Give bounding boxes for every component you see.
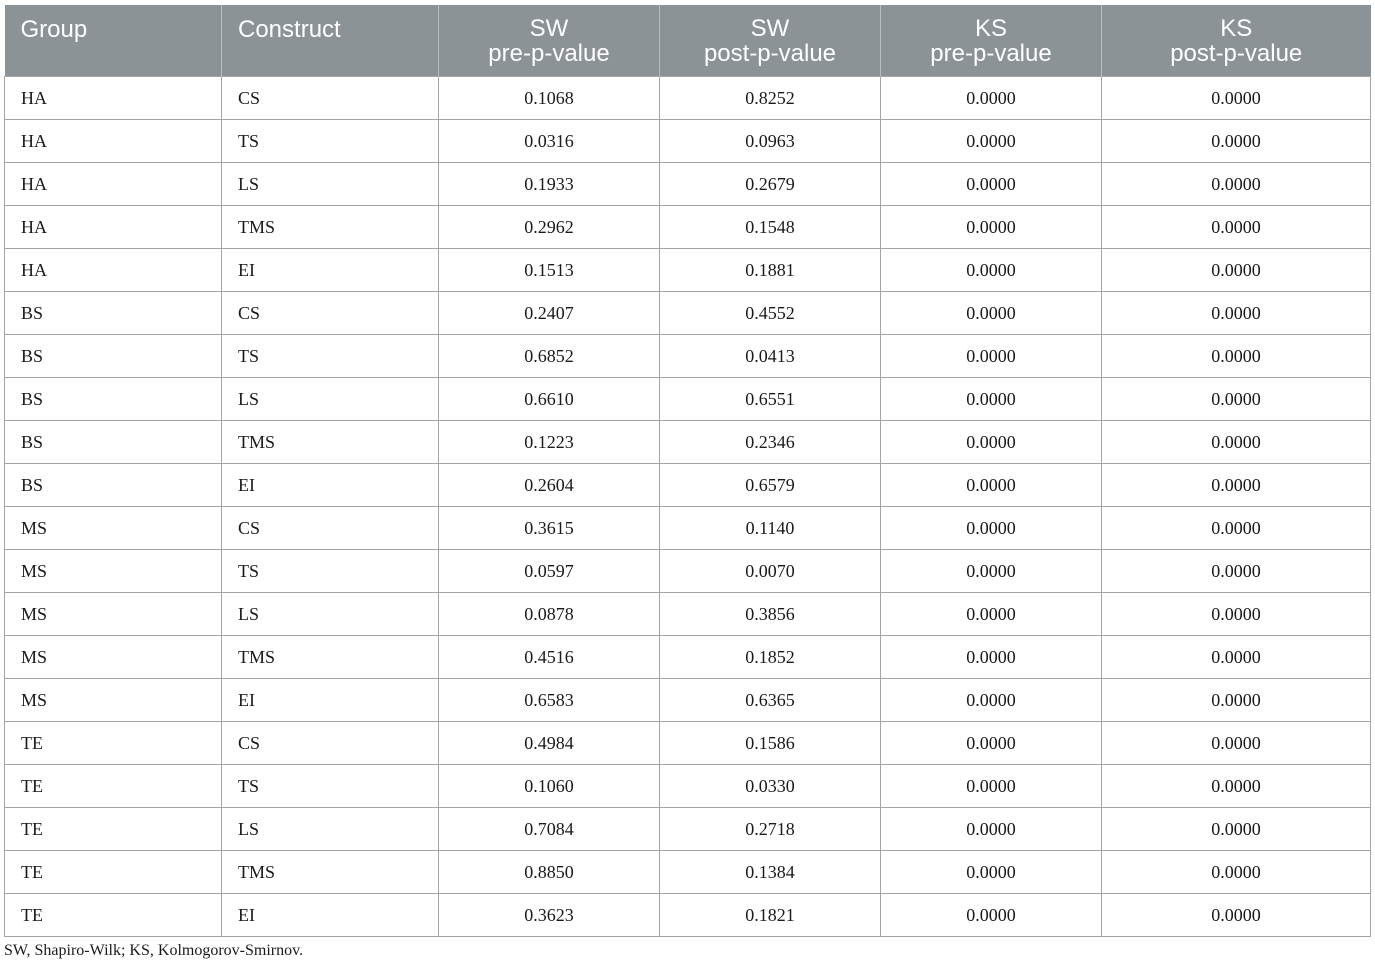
cell-group: TE: [5, 722, 222, 765]
cell-ks-pre: 0.0000: [881, 421, 1102, 464]
cell-sw-post: 0.6579: [660, 464, 881, 507]
cell-ks-post: 0.0000: [1102, 421, 1371, 464]
cell-group: TE: [5, 894, 222, 937]
header-ks-pre-line2: pre-p-value: [930, 39, 1052, 67]
cell-sw-post: 0.8252: [660, 77, 881, 120]
cell-sw-pre: 0.7084: [439, 808, 660, 851]
header-ks-post-line1: KS: [1220, 14, 1253, 42]
header-group: [5, 5, 222, 77]
cell-ks-pre: 0.0000: [881, 507, 1102, 550]
cell-ks-post: 0.0000: [1102, 851, 1371, 894]
cell-ks-pre: 0.0000: [881, 335, 1102, 378]
table-row: [5, 765, 1371, 808]
cell-sw-pre: 0.4984: [439, 722, 660, 765]
cell-ks-post: 0.0000: [1102, 120, 1371, 163]
cell-sw-pre: 0.3615: [439, 507, 660, 550]
cell-group: MS: [5, 550, 222, 593]
cell-construct: LS: [222, 163, 439, 206]
cell-sw-pre: 0.0597: [439, 550, 660, 593]
cell-ks-pre: 0.0000: [881, 378, 1102, 421]
cell-sw-post: 0.2679: [660, 163, 881, 206]
cell-ks-pre: 0.0000: [881, 163, 1102, 206]
table-row: [5, 464, 1371, 507]
table-row: [5, 120, 1371, 163]
cell-sw-post: 0.0963: [660, 120, 881, 163]
cell-group: BS: [5, 292, 222, 335]
cell-ks-post: 0.0000: [1102, 679, 1371, 722]
cell-ks-pre: 0.0000: [881, 292, 1102, 335]
table-row: [5, 249, 1371, 292]
table-row: [5, 636, 1371, 679]
cell-group: HA: [5, 120, 222, 163]
cell-ks-pre: 0.0000: [881, 120, 1102, 163]
table-footnote: SW, Shapiro-Wilk; KS, Kolmogorov-Smirnov.: [4, 942, 304, 959]
table-row: [5, 851, 1371, 894]
cell-sw-pre: 0.8850: [439, 851, 660, 894]
cell-group: MS: [5, 593, 222, 636]
cell-group: HA: [5, 163, 222, 206]
cell-sw-pre: 0.0316: [439, 120, 660, 163]
table-row: [5, 679, 1371, 722]
table-row: [5, 421, 1371, 464]
cell-sw-pre: 0.3623: [439, 894, 660, 937]
header-sw-pre-line2: pre-p-value: [488, 39, 610, 67]
cell-sw-pre: 0.2604: [439, 464, 660, 507]
cell-group: BS: [5, 421, 222, 464]
cell-ks-post: 0.0000: [1102, 765, 1371, 808]
cell-sw-post: 0.1384: [660, 851, 881, 894]
cell-ks-post: 0.0000: [1102, 292, 1371, 335]
cell-group: MS: [5, 636, 222, 679]
cell-sw-post: 0.0330: [660, 765, 881, 808]
cell-ks-post: 0.0000: [1102, 249, 1371, 292]
cell-sw-post: 0.2346: [660, 421, 881, 464]
table-body: [5, 77, 1371, 937]
table-row: [5, 292, 1371, 335]
cell-sw-pre: 0.1223: [439, 421, 660, 464]
cell-ks-post: 0.0000: [1102, 77, 1371, 120]
header-sw-pre-line1: SW: [529, 14, 569, 42]
cell-ks-post: 0.0000: [1102, 206, 1371, 249]
table-row: [5, 206, 1371, 249]
cell-sw-post: 0.3856: [660, 593, 881, 636]
cell-construct: CS: [222, 722, 439, 765]
cell-ks-pre: 0.0000: [881, 851, 1102, 894]
cell-sw-post: 0.1881: [660, 249, 881, 292]
cell-construct: TS: [222, 120, 439, 163]
table-row: [5, 550, 1371, 593]
cell-group: BS: [5, 335, 222, 378]
header-sw-post: [660, 5, 881, 77]
header-row: [5, 5, 1371, 77]
cell-sw-pre: 0.1513: [439, 249, 660, 292]
cell-ks-pre: 0.0000: [881, 722, 1102, 765]
cell-group: BS: [5, 464, 222, 507]
cell-ks-pre: 0.0000: [881, 464, 1102, 507]
cell-sw-post: 0.1821: [660, 894, 881, 937]
cell-construct: CS: [222, 292, 439, 335]
cell-sw-pre: 0.6583: [439, 679, 660, 722]
cell-construct: TMS: [222, 421, 439, 464]
table-row: [5, 507, 1371, 550]
cell-sw-post: 0.6365: [660, 679, 881, 722]
cell-construct: EI: [222, 464, 439, 507]
cell-sw-pre: 0.4516: [439, 636, 660, 679]
cell-construct: TS: [222, 550, 439, 593]
cell-sw-pre: 0.2962: [439, 206, 660, 249]
cell-sw-post: 0.0413: [660, 335, 881, 378]
cell-ks-pre: 0.0000: [881, 765, 1102, 808]
cell-group: TE: [5, 765, 222, 808]
cell-ks-pre: 0.0000: [881, 249, 1102, 292]
cell-construct: LS: [222, 593, 439, 636]
cell-ks-post: 0.0000: [1102, 464, 1371, 507]
header-ks-post: [1102, 5, 1371, 77]
cell-ks-pre: 0.0000: [881, 636, 1102, 679]
cell-construct: TS: [222, 765, 439, 808]
cell-ks-post: 0.0000: [1102, 894, 1371, 937]
cell-sw-pre: 0.1060: [439, 765, 660, 808]
cell-sw-post: 0.4552: [660, 292, 881, 335]
cell-group: MS: [5, 507, 222, 550]
cell-construct: TMS: [222, 851, 439, 894]
cell-construct: TMS: [222, 206, 439, 249]
cell-group: TE: [5, 808, 222, 851]
cell-sw-pre: 0.6852: [439, 335, 660, 378]
cell-ks-pre: 0.0000: [881, 894, 1102, 937]
cell-group: HA: [5, 77, 222, 120]
cell-ks-post: 0.0000: [1102, 163, 1371, 206]
cell-sw-post: 0.1140: [660, 507, 881, 550]
header-sw-post-line2: post-p-value: [703, 39, 837, 67]
cell-ks-pre: 0.0000: [881, 206, 1102, 249]
cell-sw-pre: 0.1068: [439, 77, 660, 120]
header-ks-post-line2: post-p-value: [1170, 39, 1303, 67]
cell-construct: CS: [222, 507, 439, 550]
cell-sw-pre: 0.1933: [439, 163, 660, 206]
cell-sw-post: 0.1852: [660, 636, 881, 679]
normality-test-table-container: [4, 5, 1370, 937]
cell-group: HA: [5, 206, 222, 249]
header-group-label: Group: [20, 16, 88, 43]
cell-construct: CS: [222, 77, 439, 120]
header-ks-pre: [881, 5, 1102, 77]
table-header: [5, 5, 1371, 77]
cell-ks-pre: 0.0000: [881, 679, 1102, 722]
cell-sw-pre: 0.6610: [439, 378, 660, 421]
cell-sw-post: 0.2718: [660, 808, 881, 851]
cell-ks-post: 0.0000: [1102, 507, 1371, 550]
cell-construct: TMS: [222, 636, 439, 679]
cell-ks-pre: 0.0000: [881, 77, 1102, 120]
header-ks-pre-line1: KS: [974, 14, 1007, 42]
normality-test-table: [4, 5, 1371, 937]
cell-ks-post: 0.0000: [1102, 593, 1371, 636]
cell-construct: EI: [222, 679, 439, 722]
cell-sw-post: 0.0070: [660, 550, 881, 593]
cell-construct: LS: [222, 378, 439, 421]
cell-ks-post: 0.0000: [1102, 335, 1371, 378]
header-sw-pre: [439, 5, 660, 77]
table-row: [5, 163, 1371, 206]
cell-ks-pre: 0.0000: [881, 808, 1102, 851]
cell-group: MS: [5, 679, 222, 722]
cell-sw-post: 0.1586: [660, 722, 881, 765]
cell-group: HA: [5, 249, 222, 292]
cell-sw-post: 0.6551: [660, 378, 881, 421]
header-sw-post-line1: SW: [750, 14, 790, 42]
cell-group: BS: [5, 378, 222, 421]
cell-construct: TS: [222, 335, 439, 378]
cell-sw-post: 0.1548: [660, 206, 881, 249]
cell-ks-pre: 0.0000: [881, 593, 1102, 636]
cell-sw-pre: 0.0878: [439, 593, 660, 636]
cell-group: TE: [5, 851, 222, 894]
cell-ks-post: 0.0000: [1102, 636, 1371, 679]
table-row: [5, 335, 1371, 378]
cell-ks-post: 0.0000: [1102, 550, 1371, 593]
cell-construct: LS: [222, 808, 439, 851]
table-row: [5, 593, 1371, 636]
header-construct-label: Construct: [238, 16, 341, 43]
cell-ks-post: 0.0000: [1102, 722, 1371, 765]
cell-construct: EI: [222, 894, 439, 937]
table-row: [5, 808, 1371, 851]
cell-construct: EI: [222, 249, 439, 292]
cell-ks-post: 0.0000: [1102, 378, 1371, 421]
table-row: [5, 722, 1371, 765]
header-construct: [222, 5, 439, 77]
table-row: [5, 77, 1371, 120]
table-row: [5, 894, 1371, 937]
cell-ks-post: 0.0000: [1102, 808, 1371, 851]
table-row: [5, 378, 1371, 421]
cell-ks-pre: 0.0000: [881, 550, 1102, 593]
cell-sw-pre: 0.2407: [439, 292, 660, 335]
